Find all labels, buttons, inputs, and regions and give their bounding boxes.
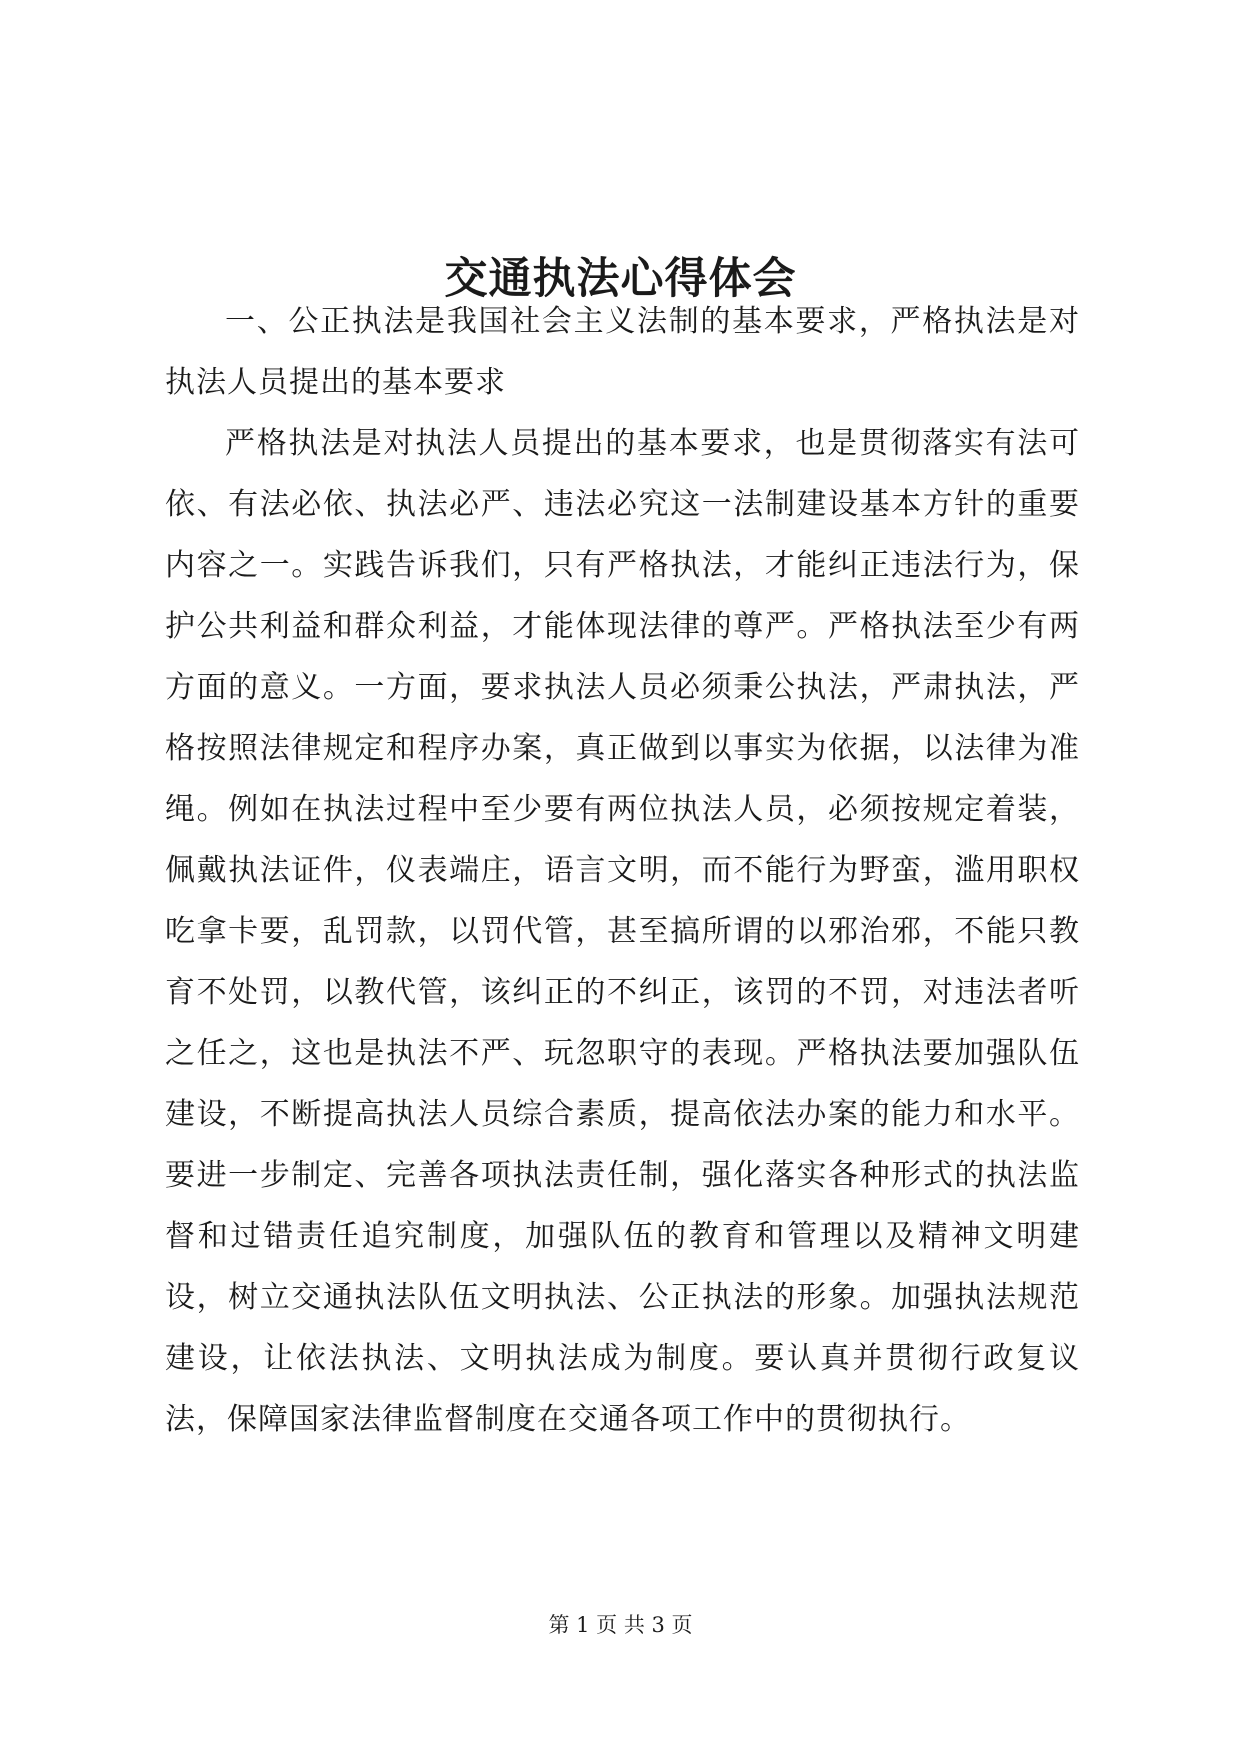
paragraph-main: 严格执法是对执法人员提出的基本要求，也是贯彻落实有法可依、有法必依、执法必严、违法必究这一法制建设基本方针的重要内容之一。实践告诉我们，只有严格执法，才能纠正违法行为，保护公共利益和群众利益，才能体现法律的尊严。严格执法至少有两方面的意义。一方面，要求执法人员必须秉公执法，严肃执法，严格按照法律规定和程序办案，真正做到以事实为依据，以法律为准绳。例如在执法过程中至少要有两位执法人员，必须按规定着装，佩戴执法证件，仪表端庄，语言文明，而不能行为野蛮，滥用职权吃拿卡要，乱罚款，以罚代管，甚至搞所谓的以邪治邪，不能只教育不处罚，以教代管，该纠正的不纠正，该罚的不罚，对违法者听之任之，这也是执法不严、玩忽职守的表现。严格执法要加强队伍建设，不断提高执法人员综合素质，提高依法办案的能力和水平。要进一步制定、完善各项执法责任制，强化落实各种形式的执法监督和过错责任追究制度，加强队伍的教育和管理以及精神文明建设，树立交通执法队伍文明执法、公正执法的形象。加强执法规范建设，让依法执法、文明执法成为制度。要认真并贯彻行政复议法，保障国家法律监督制度在交通各项工作中的贯彻执行。	[165, 426, 1080, 1437]
document-body	[165, 291, 1080, 1450]
page-footer: 第 1 页 共 3 页	[548, 1613, 693, 1637]
paragraph-heading: 一、公正执法是我国社会主义法制的基本要求，严格执法是对执法人员提出的基本要求	[165, 304, 1080, 400]
document-title: 交通执法心得体会	[444, 253, 797, 304]
